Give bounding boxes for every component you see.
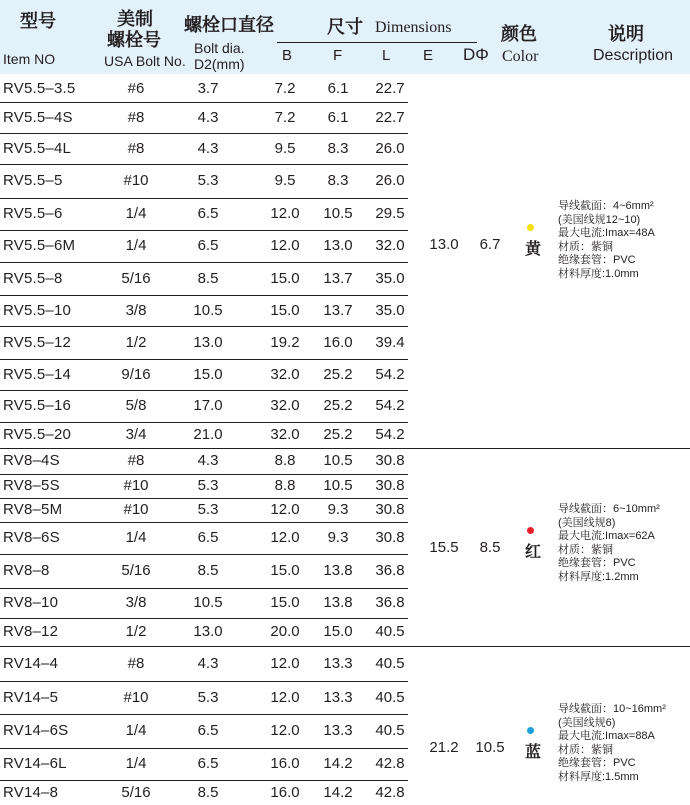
dimension-b: 32.0 — [270, 397, 300, 414]
header-col-d: DΦ — [463, 45, 489, 64]
description-line: 导线截面：6~10mm² — [558, 503, 660, 515]
row-divider — [0, 522, 408, 523]
header-desc-en: Description — [593, 47, 674, 64]
item-number: RV14–6L — [3, 755, 67, 772]
description-line: 材质：紫铜 — [558, 743, 613, 756]
header-dim-cn: 尺寸 — [327, 17, 363, 37]
usa-bolt-number: 1/2 — [125, 623, 147, 640]
item-number: RV8–12 — [3, 623, 59, 640]
usa-bolt-number: 3/4 — [125, 426, 147, 443]
description-line: 绝缘套管：PVC — [558, 557, 636, 569]
item-number: RV14–8 — [3, 784, 59, 801]
dimension-d: 10.5 — [475, 739, 505, 756]
description-line: 最大电流:Imax=62A — [558, 530, 655, 542]
dimension-b: 12.0 — [270, 529, 300, 546]
dimension-l: 54.2 — [375, 366, 405, 383]
row-divider — [0, 474, 408, 475]
bolt-diameter: 4.3 — [197, 655, 219, 672]
dimension-l: 35.0 — [375, 270, 405, 287]
description-line: 材质：紫铜 — [558, 240, 613, 253]
bolt-diameter: 5.3 — [197, 689, 219, 706]
dimension-f: 13.7 — [323, 270, 353, 287]
dimension-b: 12.0 — [270, 655, 300, 672]
description-line: 绝缘套管：PVC — [558, 757, 636, 769]
group-divider — [0, 646, 690, 647]
item-number: RV5.5–8 — [3, 270, 63, 287]
dimension-b: 12.0 — [270, 237, 300, 254]
usa-bolt-number: 1/4 — [125, 205, 147, 222]
usa-bolt-number: #10 — [123, 172, 149, 189]
item-number: RV8–5M — [3, 501, 63, 518]
dimension-f: 9.3 — [327, 529, 349, 546]
usa-bolt-number: 3/8 — [125, 594, 147, 611]
row-divider — [0, 198, 408, 199]
row-divider — [0, 681, 408, 682]
color-dot — [527, 727, 534, 734]
dimension-l: 42.8 — [375, 755, 405, 772]
dimension-b: 19.2 — [270, 334, 300, 351]
dimension-l: 30.8 — [375, 477, 405, 494]
row-divider — [0, 780, 408, 781]
row-divider — [0, 588, 408, 589]
dimension-b: 16.0 — [270, 784, 300, 801]
row-divider — [0, 422, 408, 423]
dimensions-underline — [277, 42, 477, 43]
header-desc-cn: 说明 — [608, 24, 644, 44]
dimension-e: 21.2 — [429, 739, 459, 756]
description-line: 导线截面：4~6mm² — [558, 200, 654, 212]
dimension-d: 8.5 — [479, 539, 501, 556]
dimension-f: 10.5 — [323, 205, 353, 222]
dimension-f: 8.3 — [327, 172, 349, 189]
row-divider — [0, 295, 408, 296]
color-name: 红 — [524, 544, 542, 561]
row-divider — [0, 554, 408, 555]
row-divider — [0, 326, 408, 327]
row-divider — [0, 390, 408, 391]
dimension-f: 13.3 — [323, 689, 353, 706]
item-number: RV14–6S — [3, 722, 69, 739]
item-number: RV14–4 — [3, 655, 59, 672]
item-number: RV5.5–14 — [3, 366, 72, 383]
description-line: 材料厚度:1.0mm — [558, 267, 639, 280]
item-number: RV8–10 — [3, 594, 59, 611]
dimension-l: 26.0 — [375, 140, 405, 157]
bolt-diameter: 5.3 — [197, 501, 219, 518]
color-name: 黄 — [524, 241, 542, 258]
bolt-diameter: 21.0 — [193, 426, 223, 443]
group-divider — [0, 448, 690, 449]
row-divider — [0, 748, 408, 749]
usa-bolt-number: 1/4 — [125, 755, 147, 772]
dimension-e: 15.5 — [429, 539, 459, 556]
dimension-f: 25.2 — [323, 426, 353, 443]
dimension-l: 40.5 — [375, 689, 405, 706]
color-dot — [527, 527, 534, 534]
dimension-b: 7.2 — [274, 109, 296, 126]
item-number: RV5.5–16 — [3, 397, 72, 414]
dimension-b: 15.0 — [270, 270, 300, 287]
table-header — [0, 0, 690, 74]
row-divider — [0, 230, 408, 231]
description-line: (美国线规12~10) — [558, 213, 641, 226]
dimension-f: 13.8 — [323, 594, 353, 611]
usa-bolt-number: #10 — [123, 501, 149, 518]
usa-bolt-number: 1/4 — [125, 237, 147, 254]
dimension-l: 40.5 — [375, 655, 405, 672]
header-usa-cn1: 美制 — [117, 9, 153, 29]
bolt-diameter: 4.3 — [197, 140, 219, 157]
description-line: (美国线规6) — [558, 716, 616, 729]
dimension-f: 9.3 — [327, 501, 349, 518]
row-divider — [0, 714, 408, 715]
item-number: RV8–8 — [3, 562, 50, 579]
item-number: RV5.5–5 — [3, 172, 63, 189]
item-number: RV8–6S — [3, 529, 60, 546]
bolt-diameter: 4.3 — [197, 109, 219, 126]
dimension-l: 30.8 — [375, 452, 405, 469]
header-bolt-cn: 螺栓口直径 — [184, 15, 274, 35]
description-line: 绝缘套管：PVC — [558, 254, 636, 266]
dimension-f: 25.2 — [323, 397, 353, 414]
description-line: 材料厚度:1.5mm — [558, 770, 639, 783]
dimension-f: 14.2 — [323, 755, 353, 772]
dimension-l: 42.8 — [375, 784, 405, 801]
dimension-f: 6.1 — [327, 80, 349, 97]
dimension-b: 12.0 — [270, 501, 300, 518]
usa-bolt-number: #10 — [123, 689, 149, 706]
dimension-l: 22.7 — [375, 80, 405, 97]
bolt-diameter: 6.5 — [197, 529, 219, 546]
description-line: (美国线规8) — [558, 516, 616, 529]
usa-bolt-number: #10 — [123, 477, 149, 494]
header-usa-cn2: 螺栓号 — [107, 30, 161, 50]
dimension-b: 8.8 — [274, 452, 296, 469]
usa-bolt-number: 1/4 — [125, 722, 147, 739]
dimension-b: 15.0 — [270, 302, 300, 319]
dimension-b: 7.2 — [274, 80, 296, 97]
item-number: RV8–4S — [3, 452, 60, 469]
header-bolt-en1: Bolt dia. — [194, 40, 245, 56]
row-divider — [0, 498, 408, 499]
usa-bolt-number: 5/8 — [125, 397, 147, 414]
bolt-diameter: 10.5 — [193, 594, 223, 611]
item-number: RV14–5 — [3, 689, 59, 706]
row-divider — [0, 102, 408, 103]
dimension-f: 6.1 — [327, 109, 349, 126]
dimension-l: 35.0 — [375, 302, 405, 319]
dimension-l: 26.0 — [375, 172, 405, 189]
color-dot — [527, 224, 534, 231]
dimension-l: 22.7 — [375, 109, 405, 126]
dimension-f: 14.2 — [323, 784, 353, 801]
header-col-b: B — [282, 47, 293, 64]
bolt-diameter: 5.3 — [197, 172, 219, 189]
dimension-b: 15.0 — [270, 594, 300, 611]
row-divider — [0, 262, 408, 263]
usa-bolt-number: 1/4 — [125, 529, 147, 546]
description-line: 材料厚度:1.2mm — [558, 570, 639, 583]
bolt-diameter: 8.5 — [197, 784, 219, 801]
item-number: RV5.5–4S — [3, 109, 73, 126]
dimension-f: 10.5 — [323, 452, 353, 469]
dimension-l: 30.8 — [375, 501, 405, 518]
item-number: RV5.5–20 — [3, 426, 72, 443]
dimension-b: 20.0 — [270, 623, 300, 640]
description-line: 材质：紫铜 — [558, 543, 613, 556]
dimension-d: 6.7 — [479, 236, 501, 253]
usa-bolt-number: #6 — [127, 80, 145, 97]
header-dim-en: Dimensions — [375, 19, 452, 36]
dimension-b: 16.0 — [270, 755, 300, 772]
dimension-e: 13.0 — [429, 236, 459, 253]
dimension-b: 12.0 — [270, 689, 300, 706]
bolt-diameter: 13.0 — [193, 334, 223, 351]
item-number: RV5.5–10 — [3, 302, 72, 319]
color-name: 蓝 — [524, 744, 542, 761]
usa-bolt-number: 9/16 — [121, 366, 151, 383]
item-number: RV8–5S — [3, 477, 60, 494]
dimension-f: 13.3 — [323, 655, 353, 672]
usa-bolt-number: #8 — [127, 140, 145, 157]
bolt-diameter: 17.0 — [193, 397, 223, 414]
dimension-f: 13.0 — [323, 237, 353, 254]
usa-bolt-number: #8 — [127, 452, 145, 469]
dimension-l: 30.8 — [375, 529, 405, 546]
row-divider — [0, 618, 408, 619]
bolt-diameter: 4.3 — [197, 452, 219, 469]
usa-bolt-number: 5/16 — [121, 562, 151, 579]
dimension-f: 8.3 — [327, 140, 349, 157]
dimension-f: 13.7 — [323, 302, 353, 319]
description-line: 最大电流:Imax=48A — [558, 227, 655, 239]
dimension-b: 12.0 — [270, 205, 300, 222]
dimension-b: 12.0 — [270, 722, 300, 739]
bolt-diameter: 6.5 — [197, 755, 219, 772]
dimension-b: 32.0 — [270, 366, 300, 383]
row-divider — [0, 133, 408, 134]
header-usa-en: USA Bolt No. — [104, 53, 186, 69]
item-number: RV5.5–12 — [3, 334, 72, 351]
header-color-cn: 颜色 — [501, 24, 537, 44]
bolt-diameter: 6.5 — [197, 722, 219, 739]
dimension-f: 13.3 — [323, 722, 353, 739]
row-divider — [0, 359, 408, 360]
dimension-b: 32.0 — [270, 426, 300, 443]
usa-bolt-number: 3/8 — [125, 302, 147, 319]
usa-bolt-number: #8 — [127, 109, 145, 126]
usa-bolt-number: 1/2 — [125, 334, 147, 351]
usa-bolt-number: #8 — [127, 655, 145, 672]
bolt-diameter: 13.0 — [193, 623, 223, 640]
item-number: RV5.5–4L — [3, 140, 72, 157]
dimension-l: 36.8 — [375, 562, 405, 579]
header-color-en: Color — [502, 48, 539, 65]
header-bolt-en2: D2(mm) — [194, 56, 245, 72]
item-number: RV5.5–6 — [3, 205, 63, 222]
description-line: 最大电流:Imax=88A — [558, 730, 655, 742]
bolt-diameter: 3.7 — [197, 80, 219, 97]
dimension-l: 40.5 — [375, 623, 405, 640]
description-line: 导线截面：10~16mm² — [558, 703, 666, 715]
bolt-diameter: 6.5 — [197, 205, 219, 222]
dimension-l: 54.2 — [375, 397, 405, 414]
dimension-b: 9.5 — [274, 172, 296, 189]
dimension-l: 39.4 — [375, 334, 405, 351]
dimension-b: 9.5 — [274, 140, 296, 157]
item-number: RV5.5–6M — [3, 237, 76, 254]
header-item-en: Item NO — [3, 51, 56, 67]
dimension-l: 54.2 — [375, 426, 405, 443]
dimension-l: 32.0 — [375, 237, 405, 254]
bolt-diameter: 15.0 — [193, 366, 223, 383]
dimension-f: 15.0 — [323, 623, 353, 640]
row-divider — [0, 164, 408, 165]
header-col-l: L — [382, 47, 391, 64]
header-col-f: F — [333, 47, 343, 64]
usa-bolt-number: 5/16 — [121, 784, 151, 801]
dimension-b: 8.8 — [274, 477, 296, 494]
bolt-diameter: 8.5 — [197, 270, 219, 287]
item-number: RV5.5–3.5 — [3, 80, 76, 97]
dimension-b: 15.0 — [270, 562, 300, 579]
header-item-cn: 型号 — [20, 11, 56, 31]
dimension-l: 40.5 — [375, 722, 405, 739]
dimension-l: 29.5 — [375, 205, 405, 222]
dimension-f: 16.0 — [323, 334, 353, 351]
bolt-diameter: 8.5 — [197, 562, 219, 579]
dimension-f: 13.8 — [323, 562, 353, 579]
bolt-diameter: 6.5 — [197, 237, 219, 254]
dimension-f: 25.2 — [323, 366, 353, 383]
dimension-l: 36.8 — [375, 594, 405, 611]
usa-bolt-number: 5/16 — [121, 270, 151, 287]
dimension-f: 10.5 — [323, 477, 353, 494]
bolt-diameter: 5.3 — [197, 477, 219, 494]
bolt-diameter: 10.5 — [193, 302, 223, 319]
header-col-e: E — [423, 47, 434, 64]
